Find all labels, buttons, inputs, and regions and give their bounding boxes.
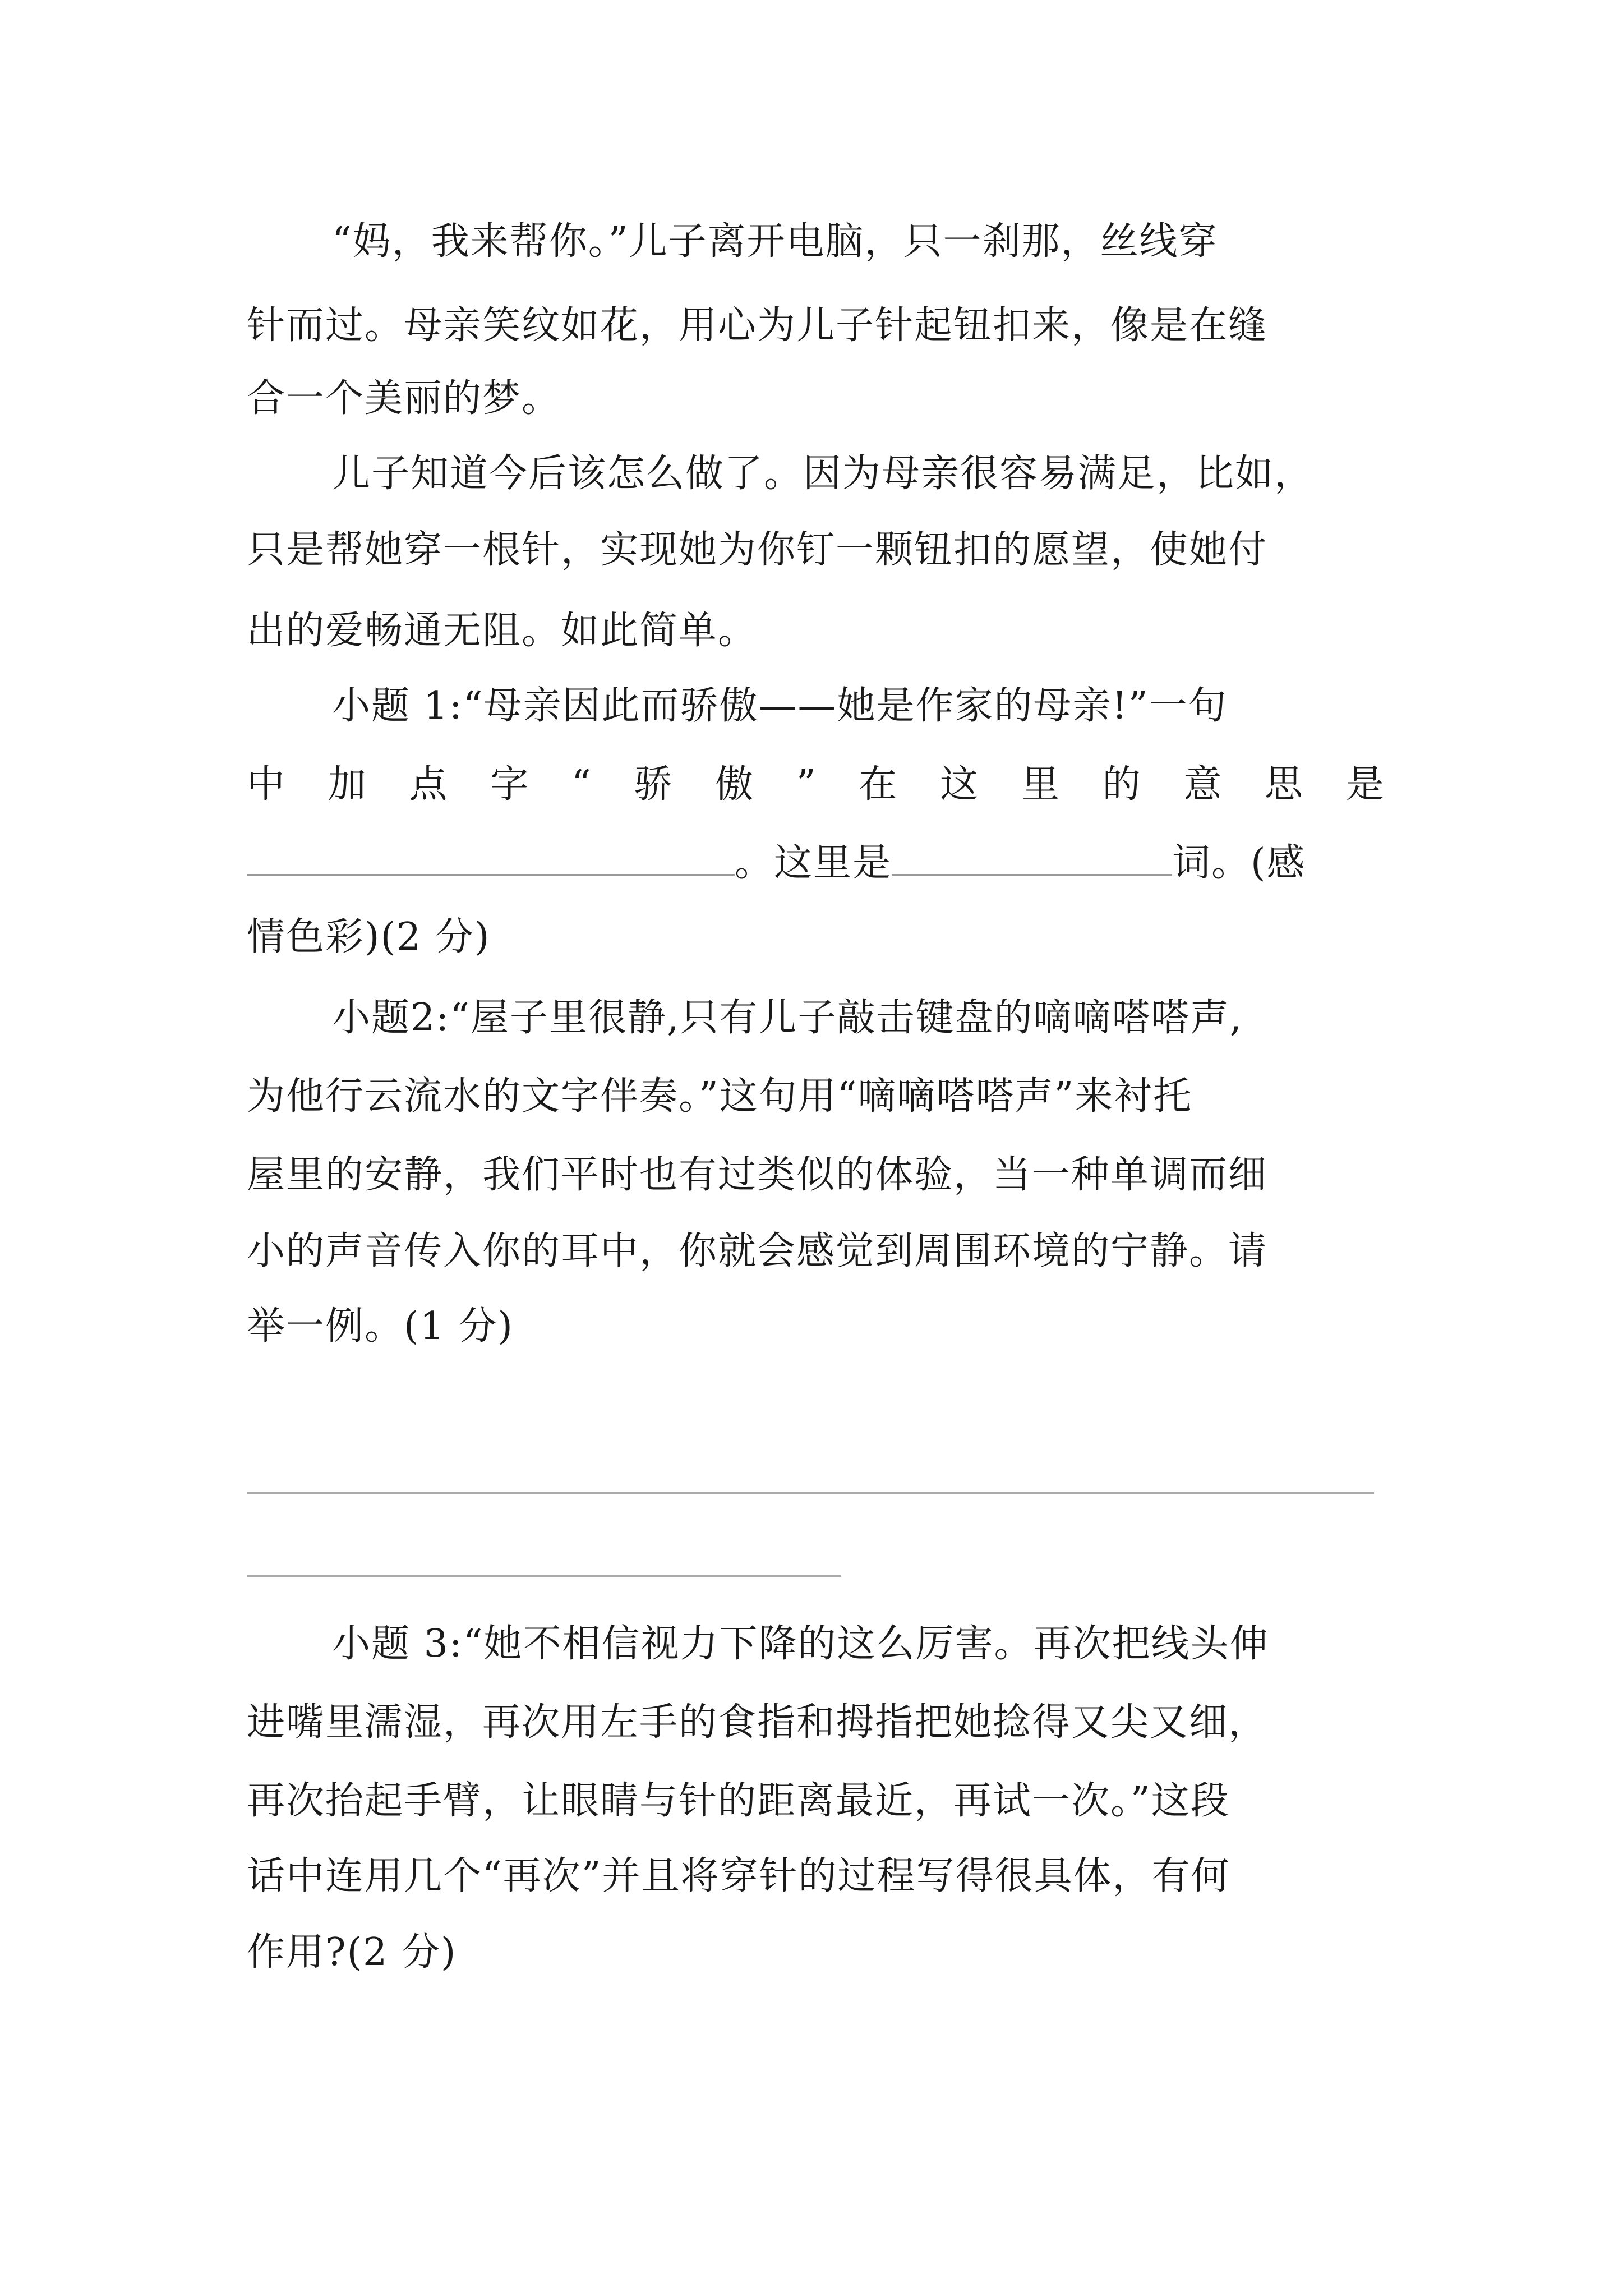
paragraph-line: 出的爱畅通无阻。如此简单。 <box>247 609 758 653</box>
spread-char: 点 <box>409 762 449 807</box>
question-1-line: 情色彩)(2 分) <box>247 915 491 959</box>
spread-char: 里 <box>1021 762 1061 807</box>
spread-char: 这 <box>940 762 980 807</box>
spread-char: 在 <box>859 762 898 807</box>
spread-char: 字 <box>490 762 530 807</box>
answer-line[interactable] <box>247 1492 1374 1494</box>
paragraph-line: 针而过。母亲笑纹如花，用心为儿子针起钮扣来，像是在缝 <box>247 303 1268 348</box>
spread-char: 是 <box>1345 762 1385 807</box>
question-3-line: 再次抬起手臂，让眼睛与针的距离最近，再试一次。”这段 <box>247 1779 1230 1823</box>
spread-char: 中 <box>247 762 287 807</box>
spread-char: ” <box>796 762 817 807</box>
paragraph-line: 合一个美丽的梦。 <box>247 376 561 421</box>
question-2-line: 小的声音传入你的耳中，你就会感觉到周围环境的宁静。请 <box>247 1229 1268 1273</box>
question-2-line: 为他行云流水的文字伴奏。”这句用“嘀嘀嗒嗒声”来衬托 <box>247 1074 1193 1119</box>
question-1-spread-line <box>247 743 1385 827</box>
paragraph-line: 只是帮她穿一根针，实现她为你钉一颗钮扣的愿望，使她付 <box>247 528 1268 572</box>
question-3-line: 作用?(2 分) <box>247 1930 457 1975</box>
paragraph-line: “妈，我来帮你。”儿子离开电脑，只一刹那，丝线穿 <box>332 219 1218 264</box>
answer-blank-meaning[interactable] <box>247 840 735 876</box>
spread-char: 的 <box>1102 762 1142 807</box>
question-1-mid-text: 。这里是 <box>735 841 892 885</box>
question-3-line: 进嘴里濡湿，再次用左手的食指和拇指把她捻得又尖又细， <box>247 1700 1268 1745</box>
answer-line[interactable] <box>247 1575 841 1577</box>
spread-char: 意 <box>1183 762 1223 807</box>
paragraph-line: 儿子知道今后该怎么做了。因为母亲很容易满足，比如， <box>332 452 1314 496</box>
question-2-line: 小题2:“屋子里很静,只有儿子敲击键盘的嘀嘀嗒嗒声, <box>332 996 1243 1040</box>
question-2-line: 屋里的安静，我们平时也有过类似的体验，当一种单调而细 <box>247 1153 1268 1197</box>
question-1-line: 小题 1:“母亲因此而骄傲——她是作家的母亲!”一句 <box>332 684 1228 728</box>
answer-blank-color[interactable] <box>892 840 1172 876</box>
question-1-answer-line <box>247 821 1385 905</box>
spread-char: 思 <box>1265 762 1304 807</box>
spread-char: 骄 <box>634 762 674 807</box>
spread-char: 傲 <box>715 762 755 807</box>
question-1-end-text: 词。(感 <box>1172 841 1306 885</box>
spread-char: “ <box>571 762 592 807</box>
question-3-line: 话中连用几个“再次”并且将穿针的过程写得很具体，有何 <box>247 1854 1230 1898</box>
question-2-line: 举一例。(1 分) <box>247 1304 514 1349</box>
question-3-line: 小题 3:“她不相信视力下降的这么厉害。再次把线头伸 <box>332 1622 1269 1666</box>
spread-char: 加 <box>328 762 367 807</box>
